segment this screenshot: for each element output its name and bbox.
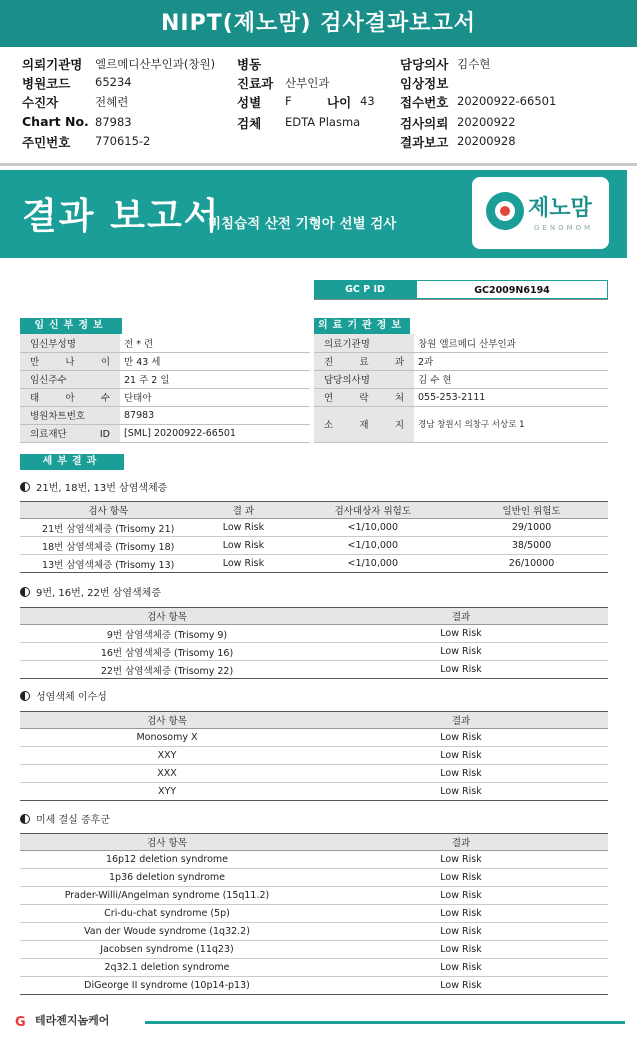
result-cell: Monosomy X xyxy=(20,729,314,747)
result-column-header: 검사 항목 xyxy=(20,712,314,729)
half-circle-icon xyxy=(20,691,30,701)
result-header-row xyxy=(20,712,608,729)
logo-text: 제노맘 xyxy=(528,196,592,221)
result-header-row xyxy=(20,834,608,851)
info-row xyxy=(20,352,310,370)
header-label: 임상정보 xyxy=(400,76,449,91)
header-value: 전혜련 xyxy=(95,95,129,109)
terragen-logo-icon: G xyxy=(15,1015,26,1030)
result-cell: XYY xyxy=(20,783,314,801)
result-row xyxy=(20,783,608,801)
result-header-row xyxy=(20,608,608,625)
header-value: 87983 xyxy=(95,115,132,129)
info-row xyxy=(20,388,310,406)
result-cell: Low Risk xyxy=(314,869,608,887)
info-row xyxy=(314,352,608,370)
info-row xyxy=(20,424,310,442)
genomom-logo xyxy=(472,177,609,249)
info-value: 경남 창원시 의창구 서상로 1 xyxy=(414,406,608,442)
info-row xyxy=(20,406,310,424)
result-column-header: 결 과 xyxy=(196,502,290,519)
info-key: 소 재 지 xyxy=(314,406,414,442)
result-cell: 21번 삼염색체증 (Trisomy 21) xyxy=(20,519,196,537)
genomom-logo-icon xyxy=(486,192,524,230)
age-label: 나이 xyxy=(327,95,352,110)
result-cell: Cri-du-chat syndrome (5p) xyxy=(20,905,314,923)
header-label: 결과보고 xyxy=(400,135,449,150)
result-cell: Low Risk xyxy=(314,905,608,923)
banner-title: 결과 보고서 xyxy=(22,196,221,237)
result-column-header: 검사 항목 xyxy=(20,502,196,519)
pregnant-info-table xyxy=(20,334,310,443)
result-cell: Low Risk xyxy=(314,851,608,869)
result-row xyxy=(20,747,608,765)
header-label: 수진자 xyxy=(22,95,59,110)
result-cell: Low Risk xyxy=(314,661,608,679)
gcpid-underline xyxy=(314,299,608,300)
detail-heading: 세부결과 xyxy=(20,454,124,470)
result-cell: <1/10,000 xyxy=(290,519,455,537)
info-row xyxy=(20,370,310,388)
info-key: 임신주수 xyxy=(20,370,120,388)
result-cell: 9번 삼염색체증 (Trisomy 9) xyxy=(20,625,314,643)
result-column-header: 결과 xyxy=(314,608,608,625)
result-cell: 22번 삼염색체증 (Trisomy 22) xyxy=(20,661,314,679)
header-value: F xyxy=(285,94,292,108)
result-cell: Low Risk xyxy=(196,519,290,537)
result-cell: Van der Woude syndrome (1q32.2) xyxy=(20,923,314,941)
header-divider xyxy=(0,163,637,166)
section-title: 미세 결실 증후군 xyxy=(36,815,110,826)
header-value: EDTA Plasma xyxy=(285,115,361,129)
result-cell: 18번 삼염색체증 (Trisomy 18) xyxy=(20,537,196,555)
result-cell: Low Risk xyxy=(314,747,608,765)
result-row xyxy=(20,765,608,783)
result-cell: Low Risk xyxy=(196,555,290,573)
result-column-header: 검사 항목 xyxy=(20,608,314,625)
info-key: 연 락 처 xyxy=(314,388,414,406)
info-key: 만 나 이 xyxy=(20,352,120,370)
gcpid-label: GC P ID xyxy=(314,280,416,299)
pregnant-info-heading: 임신부정보 xyxy=(20,318,122,334)
result-cell: DiGeorge II syndrome (10p14-p13) xyxy=(20,977,314,995)
info-value: 김 수 현 xyxy=(414,370,608,388)
result-row xyxy=(20,661,608,679)
section-subheading xyxy=(20,688,107,703)
header-label: 담당의사 xyxy=(400,57,449,72)
result-column-header: 일반인 위험도 xyxy=(455,502,608,519)
info-value: 87983 xyxy=(120,406,310,424)
report-banner xyxy=(0,170,627,258)
result-cell: Low Risk xyxy=(314,625,608,643)
hospital-info-heading: 의료기관정보 xyxy=(314,318,410,334)
header-value: 20200922-66501 xyxy=(457,94,557,108)
header-value: 김수현 xyxy=(457,57,491,71)
header-label: 주민번호 xyxy=(22,135,71,150)
hospital-info-table xyxy=(314,334,608,443)
result-cell: Low Risk xyxy=(314,941,608,959)
result-cell: <1/10,000 xyxy=(290,555,455,573)
header-label: 진료과 xyxy=(237,76,274,91)
section-title: 성염색체 이수성 xyxy=(36,692,107,703)
section-title: 21번, 18번, 13번 삼염색체증 xyxy=(36,483,168,494)
header-label: 성별 xyxy=(237,95,262,110)
result-row xyxy=(20,941,608,959)
result-table xyxy=(20,501,608,573)
header-label: 접수번호 xyxy=(400,95,449,110)
result-cell: 1p36 deletion syndrome xyxy=(20,869,314,887)
result-cell: 26/10000 xyxy=(455,555,608,573)
half-circle-icon xyxy=(20,482,30,492)
result-cell: 16번 삼염색체증 (Trisomy 16) xyxy=(20,643,314,661)
section-title: 9번, 16번, 22번 삼염색체증 xyxy=(36,588,161,599)
result-row xyxy=(20,555,608,573)
result-cell: XXX xyxy=(20,765,314,783)
result-cell: Low Risk xyxy=(314,977,608,995)
footer-company-name: 테라젠지놈케어 xyxy=(35,1014,110,1027)
header-value: 산부인과 xyxy=(285,76,330,90)
info-value: 창원 엘르메디 산부인과 xyxy=(414,334,608,352)
info-value: 21 주 2 일 xyxy=(120,370,310,388)
result-cell: XXY xyxy=(20,747,314,765)
result-row xyxy=(20,905,608,923)
result-cell: Low Risk xyxy=(314,643,608,661)
result-column-header: 검사 항목 xyxy=(20,834,314,851)
info-key: 의료재단 ID xyxy=(20,424,120,442)
result-row xyxy=(20,729,608,747)
age-value: 43 xyxy=(360,94,375,108)
info-value: 전 * 련 xyxy=(120,334,310,352)
info-value: 2과 xyxy=(414,352,608,370)
info-value: [SML] 20200922-66501 xyxy=(120,424,310,442)
header-label: 검체 xyxy=(237,116,262,131)
result-cell: Low Risk xyxy=(314,959,608,977)
result-row xyxy=(20,537,608,555)
header-label: 의뢰기관명 xyxy=(22,57,83,72)
section-subheading xyxy=(20,584,161,599)
result-cell: 13번 삼염색체증 (Trisomy 13) xyxy=(20,555,196,573)
result-cell: 16p12 deletion syndrome xyxy=(20,851,314,869)
result-table xyxy=(20,711,608,801)
header-value: 엘르메디산부인과(창원) xyxy=(95,57,216,71)
half-circle-icon xyxy=(20,814,30,824)
result-cell: Low Risk xyxy=(196,537,290,555)
result-header-row xyxy=(20,502,608,519)
info-key: 병원차트번호 xyxy=(20,406,120,424)
result-row xyxy=(20,977,608,995)
result-cell: Low Risk xyxy=(314,729,608,747)
info-value: 단태아 xyxy=(120,388,310,406)
footer-line xyxy=(145,1021,625,1024)
info-key: 담당의사명 xyxy=(314,370,414,388)
info-key: 의료기관명 xyxy=(314,334,414,352)
footer-company xyxy=(15,1012,109,1031)
header-value: 20200928 xyxy=(457,134,516,148)
header-label: 병원코드 xyxy=(22,76,71,91)
result-cell: 29/1000 xyxy=(455,519,608,537)
result-column-header: 검사대상자 위험도 xyxy=(290,502,455,519)
gcpid-value: GC2009N6194 xyxy=(416,280,608,299)
result-row xyxy=(20,625,608,643)
half-circle-icon xyxy=(20,587,30,597)
result-cell: Low Risk xyxy=(314,923,608,941)
result-row xyxy=(20,923,608,941)
result-cell: 2q32.1 deletion syndrome xyxy=(20,959,314,977)
banner-subtitle: 비침습적 산전 기형아 선별 검사 xyxy=(208,216,397,232)
report-title: NIPT(제노맘) 검사결과보고서 xyxy=(0,0,637,47)
header-value: 20200922 xyxy=(457,115,516,129)
result-row xyxy=(20,887,608,905)
info-key: 임신부성명 xyxy=(20,334,120,352)
result-cell: Low Risk xyxy=(314,765,608,783)
header-label: 검사의뢰 xyxy=(400,116,449,131)
info-value: 만 43 세 xyxy=(120,352,310,370)
section-subheading xyxy=(20,811,110,826)
result-row xyxy=(20,869,608,887)
header-label: Chart No. xyxy=(22,114,89,129)
section-subheading xyxy=(20,479,167,494)
patient-header xyxy=(0,55,637,161)
result-table xyxy=(20,833,608,995)
info-row xyxy=(314,406,608,442)
info-key: 태 아 수 xyxy=(20,388,120,406)
result-row xyxy=(20,959,608,977)
result-column-header: 결과 xyxy=(314,712,608,729)
info-value: 055-253-2111 xyxy=(414,388,608,406)
result-column-header: 결과 xyxy=(314,834,608,851)
logo-subtext: GENOMOM xyxy=(534,224,594,232)
info-row xyxy=(314,388,608,406)
result-row xyxy=(20,519,608,537)
info-row xyxy=(314,334,608,352)
result-table xyxy=(20,607,608,679)
result-cell: <1/10,000 xyxy=(290,537,455,555)
header-value: 770615-2 xyxy=(95,134,151,148)
result-cell: Low Risk xyxy=(314,887,608,905)
info-row xyxy=(314,370,608,388)
result-row xyxy=(20,643,608,661)
header-value: 65234 xyxy=(95,75,132,89)
result-cell: Low Risk xyxy=(314,783,608,801)
result-cell: 38/5000 xyxy=(455,537,608,555)
result-cell: Jacobsen syndrome (11q23) xyxy=(20,941,314,959)
header-label: 병동 xyxy=(237,57,262,72)
result-cell: Prader-Willi/Angelman syndrome (15q11.2) xyxy=(20,887,314,905)
info-row xyxy=(20,334,310,352)
info-key: 진 료 과 xyxy=(314,352,414,370)
result-row xyxy=(20,851,608,869)
